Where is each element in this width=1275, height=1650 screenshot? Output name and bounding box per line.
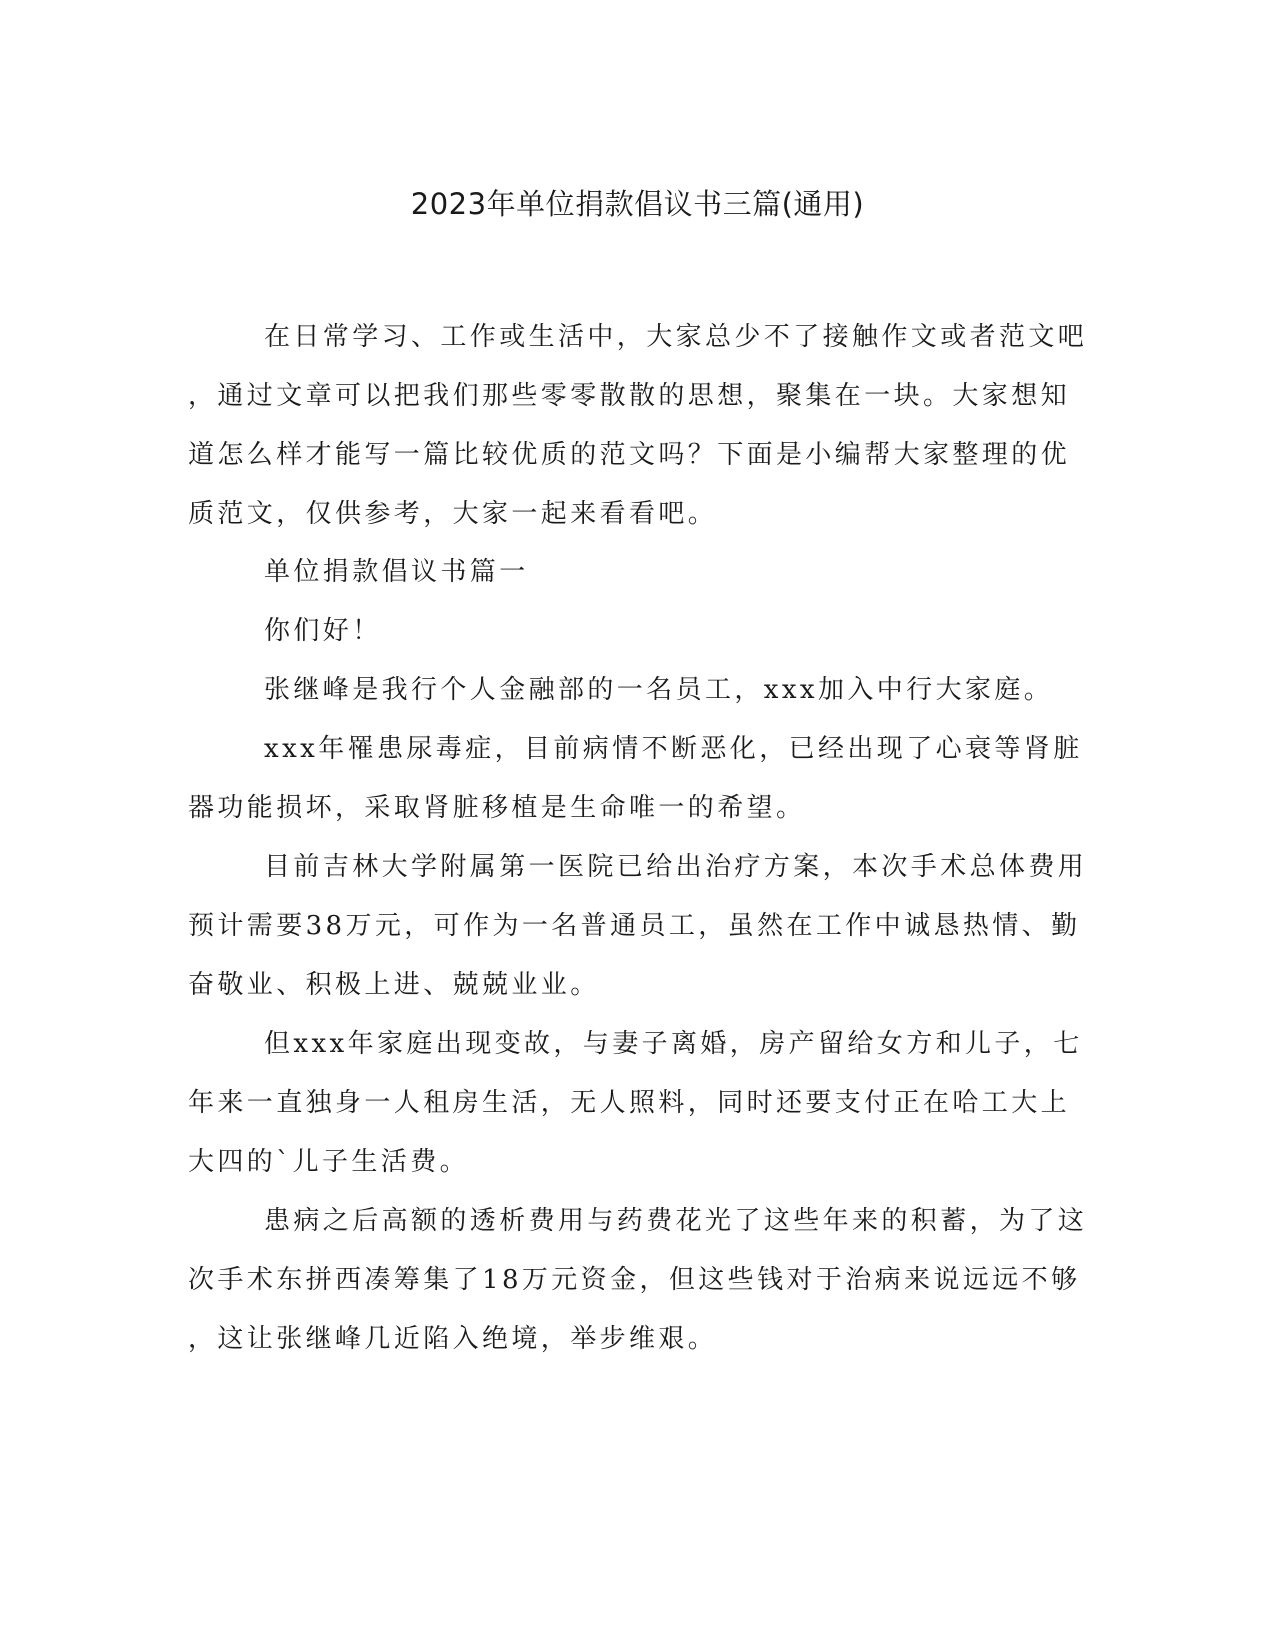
- body-line: 器功能损坏，采取肾脏移植是生命唯一的希望。: [188, 793, 806, 823]
- body-line: 张继峰是我行个人金融部的一名员工，xxx加入中行大家庭。: [264, 675, 1054, 705]
- intro-line-2: ，通过文章可以把我们那些零零散散的思想，聚集在一块。大家想知: [188, 381, 1071, 411]
- intro-line-3: 道怎么样才能写一篇比较优质的范文吗？下面是小编帮大家整理的优: [188, 440, 1071, 470]
- body-line: ，这让张继峰几近陷入绝境，举步维艰。: [188, 1324, 718, 1354]
- body-line: 大四的`儿子生活费。: [188, 1147, 470, 1177]
- intro-line-4: 质范文，仅供参考，大家一起来看看吧。: [188, 499, 718, 529]
- body-line: 但xxx年家庭出现变故，与妻子离婚，房产留给女方和儿子，七: [264, 1029, 1083, 1059]
- body-line: 预计需要38万元，可作为一名普通员工，虽然在工作中诚恳热情、勤: [188, 911, 1081, 941]
- intro-line-1: 在日常学习、工作或生活中，大家总少不了接触作文或者范文吧: [264, 322, 1088, 352]
- section-heading: 单位捐款倡议书篇一: [264, 557, 529, 587]
- body-line: 次手术东拼西凑筹集了18万元资金，但这些钱对于治病来说远远不够: [188, 1265, 1081, 1295]
- body-line: 目前吉林大学附属第一医院已给出治疗方案，本次手术总体费用: [264, 852, 1088, 882]
- body-line: 奋敬业、积极上进、兢兢业业。: [188, 970, 600, 1000]
- greeting: 你们好！: [264, 616, 382, 646]
- body-line: 年来一直独身一人租房生活，无人照料，同时还要支付正在哈工大上: [188, 1088, 1071, 1118]
- body-line: 患病之后高额的透析费用与药费花光了这些年来的积蓄，为了这: [264, 1206, 1088, 1236]
- body-line: xxx年罹患尿毒症，目前病情不断恶化，已经出现了心衰等肾脏: [264, 734, 1083, 764]
- document-title: 2023年单位捐款倡议书三篇(通用): [410, 187, 865, 221]
